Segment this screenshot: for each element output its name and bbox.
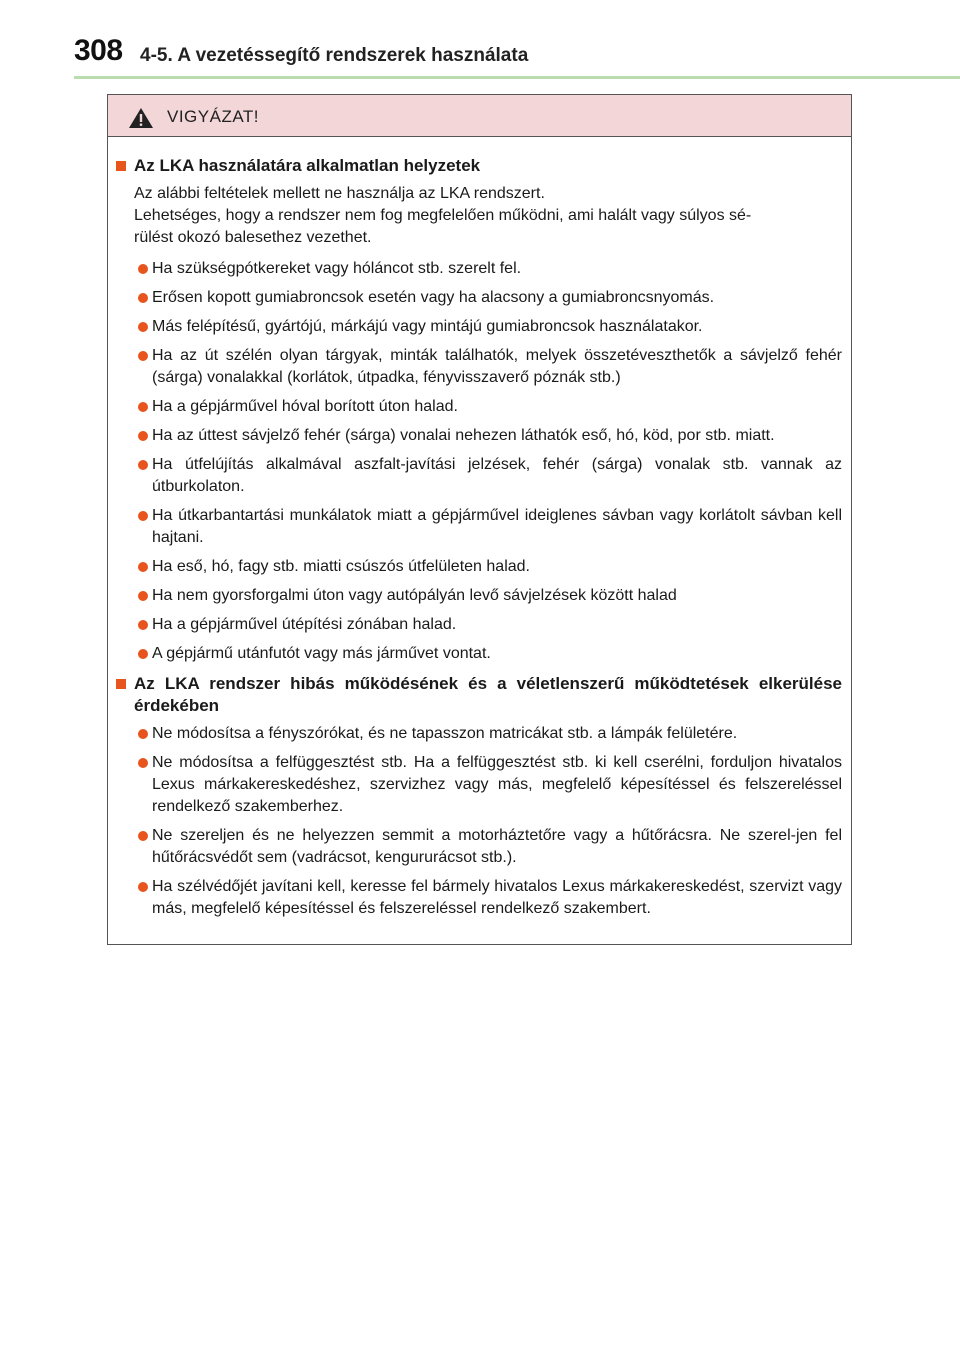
list-item	[116, 505, 842, 549]
section-heading-text: Az LKA használatára alkalmatlan helyzetek	[134, 156, 481, 175]
round-bullet-icon	[138, 620, 148, 630]
list-item-text: Ha nem gyorsforgalmi úton vagy autópályán levő sávjelzések között halad	[152, 587, 677, 604]
section-title: 4-5. A vezetéssegítő rendszerek használata	[140, 45, 529, 66]
round-bullet-icon	[138, 511, 148, 521]
warning-content	[108, 137, 851, 920]
warning-triangle-icon	[128, 107, 154, 129]
list-item	[116, 316, 842, 338]
intro-line: Az alábbi feltételek mellett ne használja az LKA rendszert.	[134, 185, 545, 202]
round-bullet-icon	[138, 562, 148, 572]
round-bullet-icon	[138, 729, 148, 739]
warning-title: VIGYÁZAT!	[167, 107, 260, 126]
list-item-text: Ne szereljen és ne helyezzen semmit a motorháztetőre vagy a hűtőrácsra. Ne szerel-jen fel hűtőrácsvédőt sem (vadrácsot, kengururácsot stb.).	[152, 827, 842, 866]
list-item-text: Ha a gépjárművel hóval borított úton halad.	[152, 398, 458, 415]
prevention-list	[116, 723, 842, 920]
list-item	[116, 614, 842, 636]
square-bullet-icon	[116, 161, 126, 171]
intro-line: rülést okozó balesethez vezethet.	[134, 229, 372, 246]
section-heading-text: Az LKA rendszer hibás működésének és a véletlenszerű működtetések elkerülése érdekében	[134, 674, 842, 715]
list-item	[116, 752, 842, 818]
round-bullet-icon	[138, 758, 148, 768]
intro-line: Lehetséges, hogy a rendszer nem fog megfelelően működni, ami halált vagy súlyos sé-	[134, 207, 752, 224]
list-item	[116, 396, 842, 418]
situation-list	[116, 258, 842, 665]
round-bullet-icon	[138, 351, 148, 361]
round-bullet-icon	[138, 882, 148, 892]
list-item	[116, 825, 842, 869]
list-item-text: Erősen kopott gumiabroncsok esetén vagy ha alacsony a gumiabroncsnyomás.	[152, 289, 715, 306]
list-item	[116, 643, 842, 665]
list-item-text: Ha szélvédőjét javítani kell, keresse fel bármely hivatalos Lexus márkakereskedést, szervizt vagy más, megfelelő képesítéssel és felszereléssel rendelkező szakembert.	[152, 878, 842, 917]
list-item-text: A gépjármű utánfutót vagy más járművet vontat.	[152, 645, 491, 662]
round-bullet-icon	[138, 293, 148, 303]
round-bullet-icon	[138, 402, 148, 412]
section-heading	[116, 673, 842, 717]
list-item	[116, 723, 842, 745]
list-item	[116, 585, 842, 607]
round-bullet-icon	[138, 431, 148, 441]
list-item-text: Ha útfelújítás alkalmával aszfalt-javítási jelzések, fehér (sárga) vonalak stb. vannak az útburkolaton.	[152, 456, 842, 495]
list-item-text: Ha az út szélén olyan tárgyak, minták találhatók, melyek összetéveszthetők a sávjelző fehér (sárga) vonalakkal (korlátok, útpadka, fényvisszaverő póznák stb.)	[152, 347, 842, 386]
warning-box	[107, 94, 852, 945]
round-bullet-icon	[138, 649, 148, 659]
list-item-text: Más felépítésű, gyártójú, márkájú vagy mintájú gumiabroncsok használatakor.	[152, 318, 703, 335]
list-item	[116, 876, 842, 920]
page-header	[0, 0, 960, 80]
list-item	[116, 454, 842, 498]
list-item-text: Ha útkarbantartási munkálatok miatt a gépjárművel ideiglenes sávban vagy korlátolt sávban kell hajtani.	[152, 507, 842, 546]
list-item-text: Ha az úttest sávjelző fehér (sárga) vonalai nehezen láthatók eső, hó, köd, por stb. miatt.	[152, 427, 775, 444]
list-item	[116, 258, 842, 280]
page-number: 308	[74, 34, 123, 67]
warning-header	[108, 95, 851, 137]
list-item	[116, 425, 842, 447]
header-divider	[74, 76, 960, 79]
section-heading	[116, 155, 842, 177]
round-bullet-icon	[138, 591, 148, 601]
list-item	[116, 345, 842, 389]
list-item	[116, 556, 842, 578]
round-bullet-icon	[138, 831, 148, 841]
list-item-text: Ha szükségpótkereket vagy hóláncot stb. szerelt fel.	[152, 260, 522, 277]
section-intro	[116, 183, 842, 249]
round-bullet-icon	[138, 322, 148, 332]
list-item-text: Ne módosítsa a felfüggesztést stb. Ha a felfüggesztést stb. ki kell cserélni, forduljon hivatalos Lexus márkakereskedéshez, szervizhez vagy más, megfelelő képesítéssel és felszereléssel rendelkező szakemberhez.	[152, 754, 842, 815]
square-bullet-icon	[116, 679, 126, 689]
list-item-text: Ha eső, hó, fagy stb. miatti csúszós útfelületen halad.	[152, 558, 530, 575]
list-item	[116, 287, 842, 309]
round-bullet-icon	[138, 264, 148, 274]
list-item-text: Ha a gépjárművel útépítési zónában halad.	[152, 616, 457, 633]
round-bullet-icon	[138, 460, 148, 470]
list-item-text: Ne módosítsa a fényszórókat, és ne tapasszon matricákat stb. a lámpák felületére.	[152, 725, 738, 742]
